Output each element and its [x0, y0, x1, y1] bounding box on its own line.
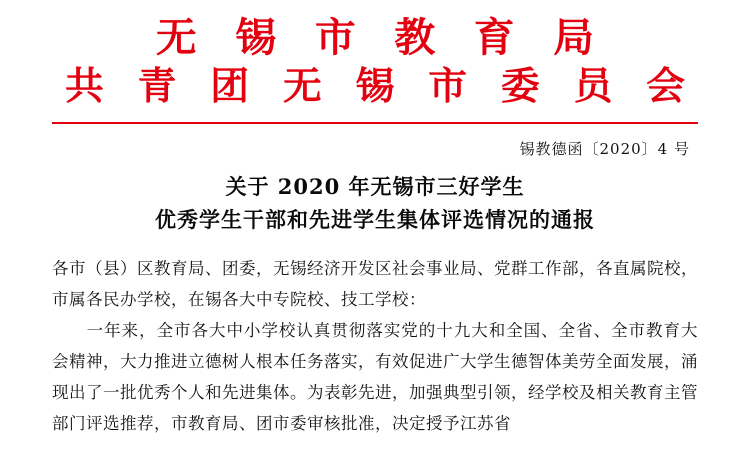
- masthead-line-2: 共 青 团 无 锡 市 委 员 会: [64, 63, 696, 108]
- red-divider-rule: [52, 122, 698, 124]
- document-title-line-1: 关于 2020 年无锡市三好学生: [225, 174, 525, 199]
- document-title: [52, 171, 698, 235]
- paragraph-main: 一年来，全市各大中小学校认真贯彻落实党的十九大和全国、全省、全市教育大会精神，大力推进立德树人根本任务落实，有效促进广大学生德智体美劳全面发展，涌现出了一批优秀个人和先进集体。为表彰先进，加强典型引领，经学校及相关教育主管部门评选推荐，市教育局、团市委审核批准，决定授予江苏省: [52, 321, 698, 433]
- paragraph-addressees: 各市（县）区教育局、团委，无锡经济开发区社会事业局、党群工作部，各直属院校，市属各民办学校，在锡各大中专院校、技工学校：: [52, 259, 698, 309]
- document-body: [52, 253, 698, 439]
- masthead: [52, 0, 698, 110]
- document-title-line-2: 优秀学生干部和先进学生集体评选情况的通报: [155, 207, 595, 232]
- document-number: 锡教德函〔2020〕4 号: [519, 140, 690, 158]
- masthead-line-1: 无 锡 市 教 育 局: [155, 14, 607, 61]
